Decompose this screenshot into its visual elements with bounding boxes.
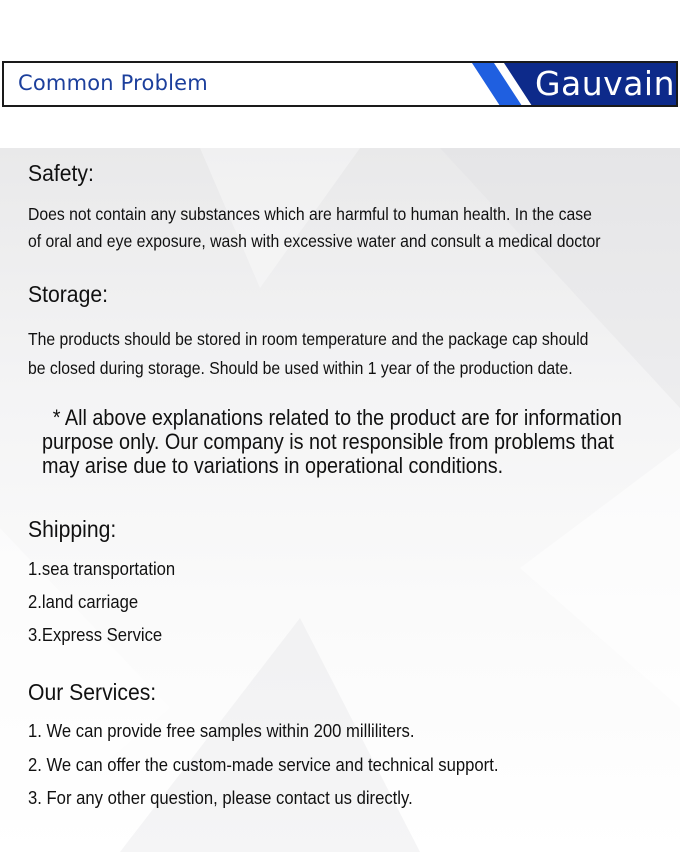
disclaimer-note bbox=[42, 406, 622, 478]
shipping-heading: Shipping: bbox=[28, 516, 117, 542]
safety-line-1: Does not contain any substances which are harmful to human health. In the case bbox=[28, 204, 592, 224]
services-item: 3. For any other question, please contact us directly. bbox=[28, 787, 413, 808]
disclaimer-line-3: may arise due to variations in operational conditions. bbox=[42, 453, 504, 478]
safety-line-2: of oral and eye exposure, wash with excessive water and consult a medical doctor bbox=[28, 231, 601, 251]
disclaimer-line-1: * All above explanations related to the product are for information bbox=[52, 405, 622, 430]
header-banner bbox=[2, 61, 678, 107]
storage-line-1: The products should be stored in room temperature and the package cap should bbox=[28, 329, 589, 349]
shipping-item: 3.Express Service bbox=[28, 624, 163, 645]
brand-name: Gauvain bbox=[534, 64, 676, 103]
shipping-item: 1.sea transportation bbox=[28, 558, 176, 579]
header-title: Common Problem bbox=[18, 71, 208, 95]
storage-heading: Storage: bbox=[28, 281, 108, 307]
disclaimer-line-2: purpose only. Our company is not responsible from problems that bbox=[42, 429, 614, 454]
services-item: 2. We can offer the custom-made service and technical support. bbox=[28, 754, 499, 775]
shipping-item: 2.land carriage bbox=[28, 591, 139, 612]
services-item: 1. We can provide free samples within 200 milliliters. bbox=[28, 720, 415, 741]
safety-heading: Safety: bbox=[28, 160, 94, 186]
services-heading: Our Services: bbox=[28, 679, 157, 705]
storage-line-2: be closed during storage. Should be used within 1 year of the production date. bbox=[28, 358, 573, 378]
info-panel bbox=[0, 148, 680, 852]
